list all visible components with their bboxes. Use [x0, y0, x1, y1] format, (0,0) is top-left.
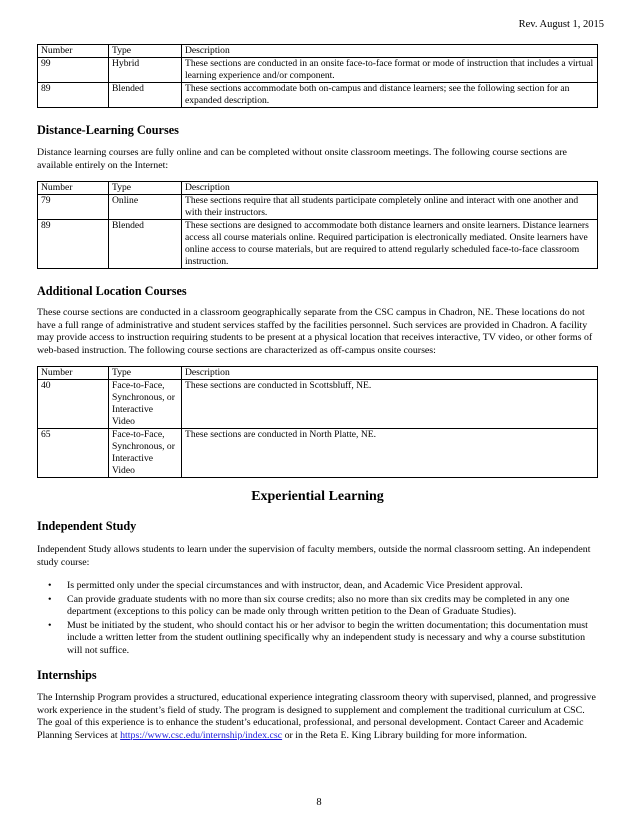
independent-study-list: [37, 580, 598, 657]
cell-number: 99: [38, 58, 109, 83]
additional-location-intro: These course sections are conducted in a classroom geographically separate from the CSC campus in Chadron, NE. These locations do not have a full range of administrative and student services staffed by the facilities personnel. Such services are provided in Chadron. A facility may provide access to instruction requiring students to be present at a physical location that receives interactive, TV video, or other forms of web-based instruction. The following course sections are characterized as off-campus onsite courses:: [37, 307, 593, 356]
cell-number: 40: [38, 380, 109, 429]
cell-description: These sections require that all students participate completely online and interact with one another and with their instructors.: [182, 195, 598, 220]
table-row: [38, 195, 598, 220]
independent-study-heading: Independent Study: [37, 519, 137, 533]
header-description: Description: [182, 45, 598, 58]
cell-type: Face-to-Face, Synchronous, or Interactive Video: [109, 429, 182, 478]
bullet-icon: •: [48, 593, 52, 605]
internships-text-after: or in the Reta E. King Library building for more information.: [282, 729, 528, 741]
distance-learning-intro: Distance learning courses are fully online and can be completed without onsite classroom meetings. The following course sections are available entirely on the Internet:: [37, 147, 567, 171]
cell-type: Online: [109, 195, 182, 220]
cell-description: These sections are designed to accommodate both distance learners and onsite learners. Distance learners access all course materials online. Required participation is electronically mediated. Onsite learners have online access to course materials, but are required to attend regularly scheduled face-to-face classroom instruction.: [182, 220, 598, 269]
internships-section: [37, 668, 598, 742]
list-item-text: Can provide graduate students with no more than six course credits; also no more than six credits may be completed in any one department (exceptions to this policy can be made only through written petition to the Dean of Graduate Studies).: [67, 593, 570, 617]
cell-type: Hybrid: [109, 58, 182, 83]
cell-number: 79: [38, 195, 109, 220]
table-header-row: [38, 45, 598, 58]
cell-description: These sections are conducted in Scottsbluff, NE.: [182, 380, 598, 429]
experiential-learning-heading: Experiential Learning: [251, 489, 384, 504]
header-type: Type: [109, 182, 182, 195]
internships-text: [37, 692, 598, 742]
table-row: [38, 380, 598, 429]
distance-learning-section: [37, 123, 598, 172]
cell-number: 89: [38, 83, 109, 108]
course-type-table-2: [37, 181, 598, 269]
list-item: [37, 620, 598, 658]
cell-description: These sections accommodate both on-campus and distance learners; see the following section for an expanded description.: [182, 83, 598, 108]
table-row: [38, 429, 598, 478]
cell-number: 89: [38, 220, 109, 269]
table-distance-block: [37, 181, 598, 269]
header-number: Number: [38, 45, 109, 58]
header-number: Number: [38, 367, 109, 380]
table-row: [38, 58, 598, 83]
bullet-icon: •: [48, 580, 52, 591]
cell-type: Face-to-Face, Synchronous, or Interactive Video: [109, 380, 182, 429]
list-item-text: Is permitted only under the special circumstances and with instructor, dean, and Academic Vice President approval.: [67, 580, 523, 591]
revision-date: Rev. August 1, 2015: [518, 19, 604, 30]
independent-study-section: [37, 519, 598, 657]
cell-description: These sections are conducted in an onsite face-to-face format or mode of instruction that includes a virtual learning experience and/or component.: [182, 58, 598, 83]
header-description: Description: [182, 182, 598, 195]
cell-number: 65: [38, 429, 109, 478]
internships-heading: Internships: [37, 668, 97, 682]
list-item: [37, 580, 598, 593]
course-type-table-1: [37, 44, 598, 108]
table-row: [38, 220, 598, 269]
distance-learning-heading: Distance-Learning Courses: [37, 123, 179, 137]
header-description: Description: [182, 367, 598, 380]
header-number: Number: [38, 182, 109, 195]
additional-location-section: [37, 284, 598, 357]
internships-text-before: The Internship Program provides a structured, educational experience integrating classroom theory with supervised, planned, and progressive work experience in the student’s field of study. The program is designed to supplement and complement the traditional curriculum at CSC. The goal of this experience is to enhance the student’s educational, professional, and personal development. Contact Career and Academic Planning Services at: [37, 692, 596, 741]
cell-type: Blended: [109, 220, 182, 269]
course-type-table-3: [37, 366, 598, 478]
header-type: Type: [109, 45, 182, 58]
additional-location-heading: Additional Location Courses: [37, 284, 187, 298]
table-location-block: [37, 366, 598, 478]
header-type: Type: [109, 367, 182, 380]
table-header-row: [38, 182, 598, 195]
independent-study-intro: Independent Study allows students to learn under the supervision of faculty members, outside the normal classroom setting. An independent study course:: [37, 544, 591, 568]
cell-description: These sections are conducted in North Platte, NE.: [182, 429, 598, 478]
internship-link[interactable]: https://www.csc.edu/internship/index.csc: [120, 729, 283, 741]
table-row: [38, 83, 598, 108]
table-hybrid-blended-block: [37, 44, 598, 108]
list-item: [37, 594, 598, 619]
list-item-text: Must be initiated by the student, who should contact his or her advisor to begin the written documentation; this documentation must include a written letter from the student outlining specifically why an independent study is necessary and why a course substitution will not suffice.: [67, 619, 588, 656]
cell-type: Blended: [109, 83, 182, 108]
page-number: 8: [316, 797, 322, 808]
bullet-icon: •: [48, 619, 52, 631]
table-header-row: [38, 367, 598, 380]
